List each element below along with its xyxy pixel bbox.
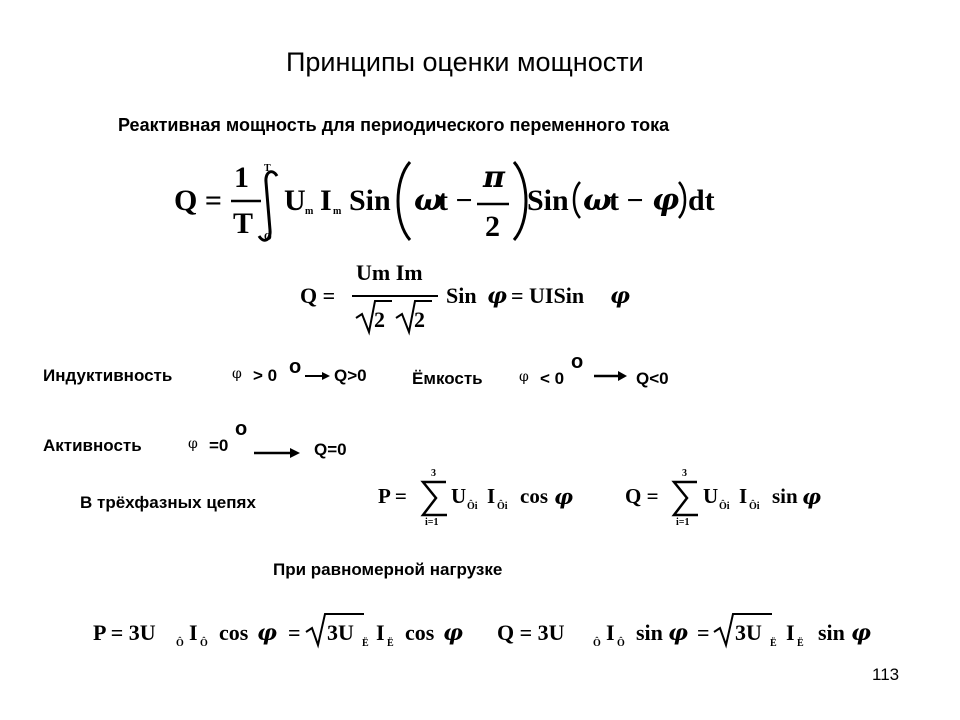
p-sum-upper: 3 [431,468,436,479]
inductive-degree: o [289,356,302,378]
q-u-sub: Ôi [719,501,730,512]
uniform-q-phi2: φ [851,620,871,646]
formula1-omega2: ω [583,183,612,218]
formula1-two: 2 [485,210,500,243]
formula1-um-sub: m [305,206,314,217]
p-i-sub: Ôi [497,501,508,512]
inductive-phi: φ [232,366,242,382]
formula1-t-minus1: t − [438,184,473,217]
formula1-lhs: Q = [174,184,222,217]
slide-subtitle: Реактивная мощность для периодического переменного тока [118,115,670,135]
formula1-im: I [320,184,332,217]
q-i: I [739,484,748,508]
uniform-q-sin2: sin [818,620,845,645]
integral-upper-limit: T [264,163,271,174]
uniform-p-phi: φ [257,620,277,646]
uniform-p-phi2: φ [443,620,463,646]
formula1-phi: φ [652,183,680,218]
uniform-q-lhs: Q = 3U [497,620,565,645]
formula1-omega1: ω [414,183,443,218]
capacitive-phi: φ [519,369,529,385]
formula2-ui-sin: = UISin [511,283,585,308]
uniform-q-phi: φ [668,620,688,646]
formula2-den-b: 2 [414,307,425,332]
capacitive-degree: o [571,351,584,373]
formula1-sin1: Sin [349,184,391,217]
uniform-q-3u: 3U [735,620,762,645]
uniform-q-sub1: Ô [593,638,601,649]
formula2-lhs: Q = [300,283,336,308]
p-sum-lower: i=1 [425,517,439,528]
active-label: Активность [43,436,142,455]
formula1-pi: π [483,160,505,195]
formula1-frac-num: 1 [234,161,249,194]
uniform-q-eq: = [697,620,710,645]
formula1-im-sub: m [333,206,342,217]
uniform-p-sub-e2: Ë [387,638,394,649]
uniform-p-3u: 3U [327,620,354,645]
uniform-p-lhs: P = 3U [93,620,156,645]
p-cos: cos [520,484,548,508]
slide-title: Принципы оценки мощности [286,47,644,77]
p-u: U [451,484,467,508]
uniform-p-i: I [189,620,198,645]
uniform-p-sub2: Ô [200,638,208,649]
three-phase-label: В трёхфазных цепях [80,493,256,512]
active-degree: o [235,418,248,440]
q-phi: φ [802,484,822,509]
q-sum-upper: 3 [682,468,687,479]
inductive-result: Q>0 [334,366,367,385]
formula2-den-a: 2 [374,307,385,332]
formula1-t-minus2: t − [609,184,644,217]
uniform-q-sub2: Ô [617,638,625,649]
uniform-q-sub-e2: Ë [797,638,804,649]
page-number: 113 [872,665,900,684]
uniform-q-i2: I [786,620,795,645]
p-u-sub: Ôi [467,501,478,512]
uniform-p-cos: cos [219,620,249,645]
uniform-p-i2: I [376,620,385,645]
formula1-sin2: Sin [527,184,569,217]
uniform-q-sin: sin [636,620,663,645]
p-phi: φ [554,484,574,509]
formula2-numerator: Um Im [356,260,423,285]
formula1-um: U [284,184,306,217]
three-phase-p-lhs: P = [378,484,407,508]
three-phase-q-lhs: Q = [625,484,659,508]
uniform-p-cos2: cos [405,620,435,645]
active-phi: φ [188,436,198,452]
inductive-label: Индуктивность [43,366,173,385]
q-u: U [703,484,719,508]
uniform-q-sub-e1: Ë [770,638,777,649]
uniform-q-i: I [606,620,615,645]
formula1-dt: dt [688,184,715,217]
capacitive-result: Q<0 [636,369,669,388]
formula1-frac-den: T [233,207,254,240]
uniform-p-sub-e1: Ë [362,638,369,649]
formula2-sin: Sin [446,283,477,308]
p-i: I [487,484,496,508]
capacitive-label: Ёмкость [412,369,483,388]
uniform-label: При равномерной нагрузке [273,560,503,579]
uniform-p-sub1: Ô [176,638,184,649]
inductive-condition: > 0 [253,366,278,385]
active-result: Q=0 [314,440,347,459]
q-sum-lower: i=1 [676,517,690,528]
uniform-p-eq: = [288,620,301,645]
formula2-phi: φ [487,283,507,309]
integral-lower-limit: O [264,232,272,243]
capacitive-condition: < 0 [540,369,565,388]
formula2-phi2: φ [610,283,630,309]
q-sin: sin [772,484,798,508]
q-i-sub: Ôi [749,501,760,512]
active-condition: =0 [209,436,229,455]
